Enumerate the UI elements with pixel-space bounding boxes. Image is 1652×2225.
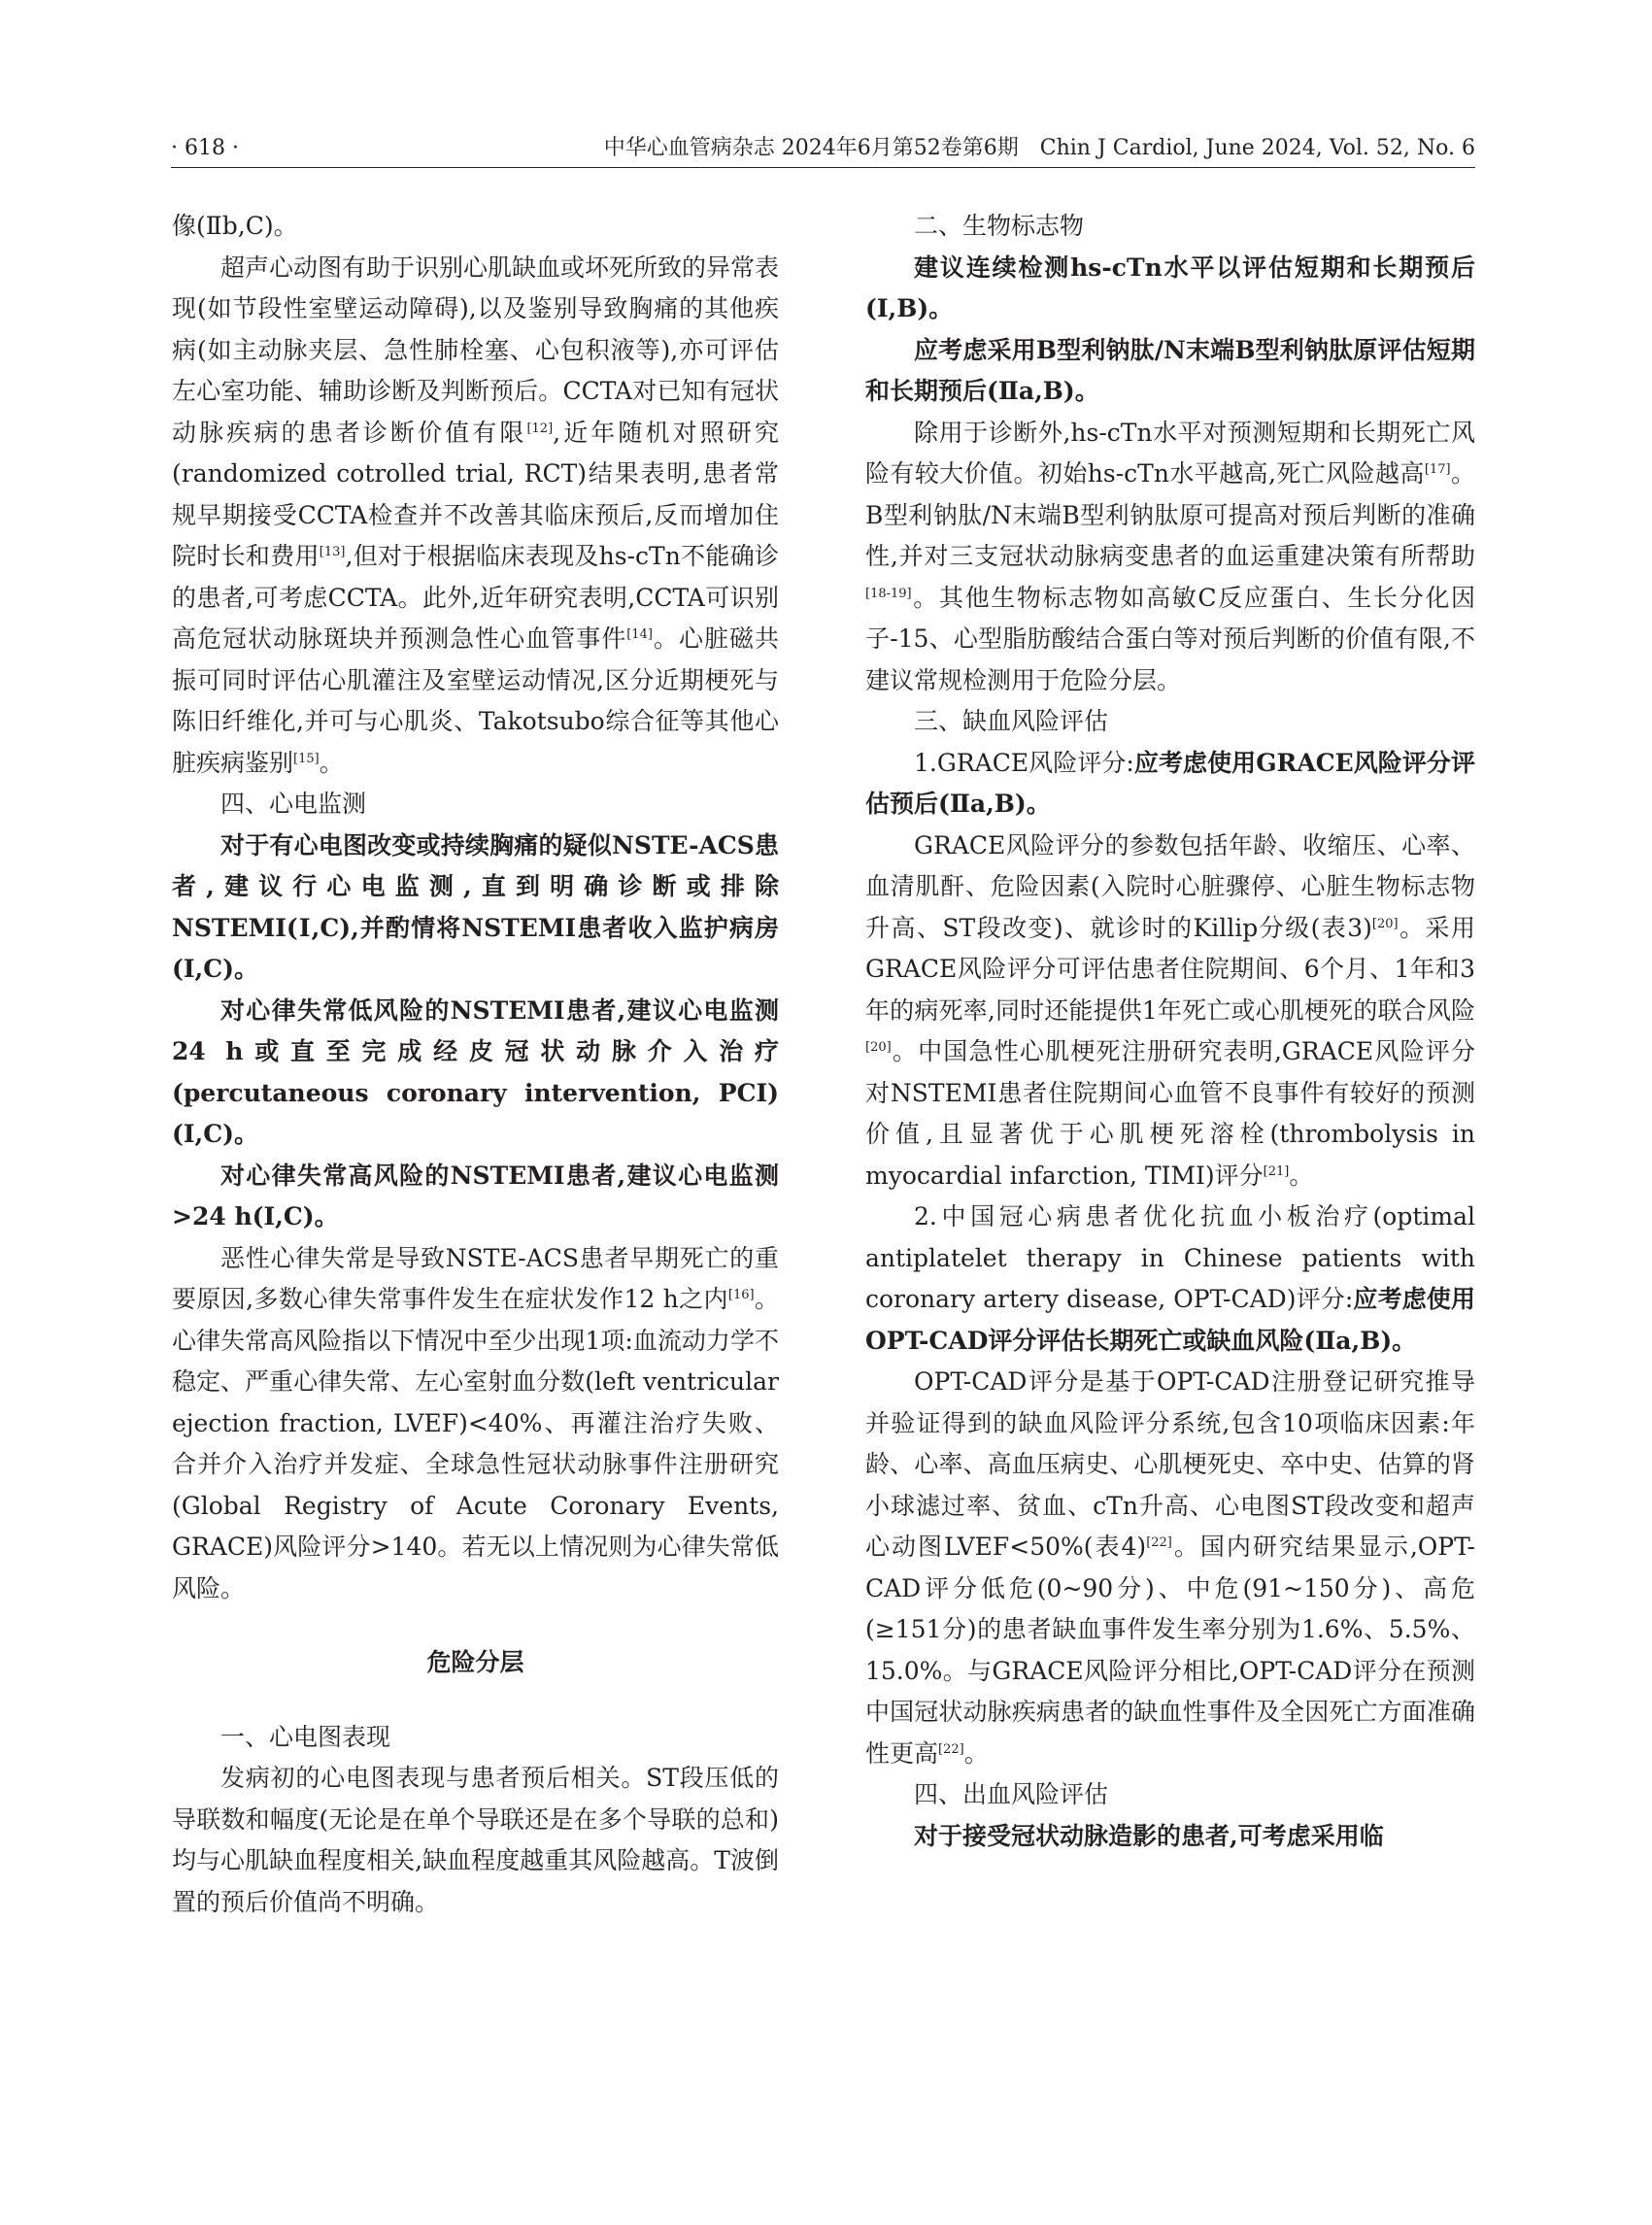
reference-22a: [22] <box>1146 1535 1172 1550</box>
paragraph-ecg-prognosis: 发病初的心电图表现与患者预后相关。ST段压低的导联数和幅度(无论是在单个导联还是在多个导联的总和)均与心肌缺血程度相关,缺血程度越重其风险越高。T波倒置的预后价值尚不明确。 <box>172 1764 779 1916</box>
recommendation-ecg-2: 对心律失常低风险的NSTEMI患者,建议心电监测24 h或直至完成经皮冠状动脉介入治疗(percutaneous coronary intervention, PCI)(Ⅰ,C)。 <box>172 995 779 1148</box>
recommendation-bleeding: 对于接受冠状动脉造影的患者,可考虑采用临 <box>914 1821 1384 1850</box>
left-column <box>172 206 779 1923</box>
paragraph-echocardiography: 超声心动图有助于识别心肌缺血或坏死所致的异常表现(如节段性室壁运动障碍),以及鉴别导致胸痛的其他疾病(如主动脉夹层、急性肺栓塞、心包积液等),亦可评估左心室功能、辅助诊断及判断预后。CCTA对已知有冠状动脉疾病的患者诊断价值有限[12],近年随机对照研究(randomized cotrolled trial, RCT)结果表明,患者常规早期接受CCTA检查并不改善其临床预后,反而增加住院时长和费用[13],但对于根据临床表现及hs-cTn不能确诊的患者,可考虑CCTA。此外,近年研究表明,CCTA可识别高危冠状动脉斑块并预测急性心血管事件[14]。心脏磁共振可同时评估心肌灌注及室壁运动情况,区分近期梗死与陈旧纤维化,并可与心肌炎、Takotsubo综合征等其他心脏疾病鉴别[15]。 <box>172 253 780 777</box>
heading-ecg-findings: 一、心电图表现 <box>220 1722 391 1751</box>
heading-ecg-monitoring: 四、心电监测 <box>220 790 367 818</box>
recommendation-bnp: 应考虑采用B型利钠肽/N末端B型利钠肽原评估短期和长期预后(Ⅱa,B)。 <box>865 335 1475 405</box>
journal-citation: 中华心血管病杂志 2024年6月第52卷第6期 Chin J Cardiol, June 2024, Vol. 52, No. 6 <box>603 136 1475 160</box>
heading-ischemic-risk: 三、缺血风险评估 <box>914 707 1109 735</box>
paragraph-continuation: 像(Ⅱb,C)。 <box>172 212 298 240</box>
reference-15: [15] <box>293 751 320 766</box>
heading-biomarkers: 二、生物标志物 <box>914 212 1085 240</box>
section-title-risk-stratification: 危险分层 <box>426 1648 524 1676</box>
reference-16: [16] <box>727 1288 755 1302</box>
recommendation-opt-cad: 2.中国冠心病患者优化抗血小板治疗(optimal antiplatelet therapy in Chinese patients with coronary artery disease, OPT-CAD)评分:应考虑使用OPT-CAD评分评估长期死亡或缺血风险(Ⅱa,B)。 <box>865 1202 1475 1355</box>
paragraph-arrhythmia: 恶性心律失常是导致NSTE-ACS患者早期死亡的重要原因,多数心律失常事件发生在症状发作12 h之内[16]。心律失常高风险指以下情况中至少出现1项:血流动力学不稳定、严重心律失常、左心室射血分数(left ventricular ejection fraction, LVEF)<40%、再灌注治疗失败、合并介入治疗并发症、全球急性冠状动脉事件注册研究(Global Registry of Acute Coronary Events, GRACE)风险评分>140。若无以上情况则为心律失常低风险。 <box>172 1243 779 1602</box>
reference-22b: [22] <box>938 1741 964 1757</box>
recommendation-hs-ctn: 建议连续检测hs-cTn水平以评估短期和长期预后(Ⅰ,B)。 <box>865 253 1475 322</box>
paragraph-opt-cad: OPT-CAD评分是基于OPT-CAD注册登记研究推导并验证得到的缺血风险评分系统,包含10项临床因素:年龄、心率、高血压病史、心肌梗死史、卒中史、估算的肾小球滤过率、贫血、cTn升高、心电图ST段改变和超声心动图LVEF<50%(表4)[22]。国内研究结果显示,OPT-CAD评分低危(0~90分)、中危(91~150分)、高危(≥151分)的患者缺血事件发生率分别为1.6%、5.5%、15.0%。与GRACE风险评分相比,OPT-CAD评分在预测中国冠状动脉疾病患者的缺血性事件及全因死亡方面准确性更高[22]。 <box>865 1367 1475 1768</box>
page-number: · 618 · <box>171 136 239 160</box>
reference-12: [12] <box>526 421 554 436</box>
reference-20b: [20] <box>865 1040 892 1055</box>
heading-bleeding-risk: 四、出血风险评估 <box>914 1780 1109 1808</box>
reference-20a: [20] <box>1371 916 1399 931</box>
right-column <box>865 206 1475 1857</box>
recommendation-ecg-1: 对于有心电图改变或持续胸痛的疑似NSTE-ACS患者,建议行心电监测,直到明确诊断或排除NSTEMI(Ⅰ,C),并酌情将NSTEMI患者收入监护病房(Ⅰ,C)。 <box>172 830 779 983</box>
header-rule <box>171 167 1475 168</box>
recommendation-ecg-3: 对心律失常高风险的NSTEMI患者,建议心电监测>24 h(Ⅰ,C)。 <box>172 1161 779 1230</box>
reference-13: [13] <box>319 545 346 559</box>
reference-14: [14] <box>626 627 653 642</box>
recommendation-grace: 1.GRACE风险评分:应考虑使用GRACE风险评分评估预后(Ⅱa,B)。 <box>865 748 1475 818</box>
reference-18-19: [18-19] <box>865 586 912 601</box>
paragraph-grace: GRACE风险评分的参数包括年龄、收缩压、心率、血清肌酐、危险因素(入院时心脏骤停、心脏生物标志物升高、ST段改变)、就诊时的Killip分级(表3)[20]。采用GRACE风险评分可评估患者住院期间、6个月、1年和3年的病死率,同时还能提供1年死亡或心肌梗死的联合风险[20]。中国急性心肌梗死注册研究表明,GRACE风险评分对NSTEMI患者住院期间心血管不良事件有较好的预测价值,且显著优于心肌梗死溶栓(thrombolysis in myocardial infarction, TIMI)评分[21]。 <box>865 830 1475 1190</box>
reference-21: [21] <box>1263 1163 1290 1179</box>
running-header <box>171 134 1475 169</box>
reference-17: [17] <box>1424 462 1451 477</box>
paragraph-biomarkers: 除用于诊断外,hs-cTn水平对预测短期和长期死亡风险有较大价值。初始hs-cTn水平越高,死亡风险越高[17]。B型利钠肽/N末端B型利钠肽原可提高对预后判断的准确性,并对三支冠状动脉病变患者的血运重建决策有所帮助[18-19]。其他生物标志物如高敏C反应蛋白、生长分化因子-15、心型脂肪酸结合蛋白等对预后判断的价值有限,不建议常规检测用于危险分层。 <box>865 418 1475 694</box>
